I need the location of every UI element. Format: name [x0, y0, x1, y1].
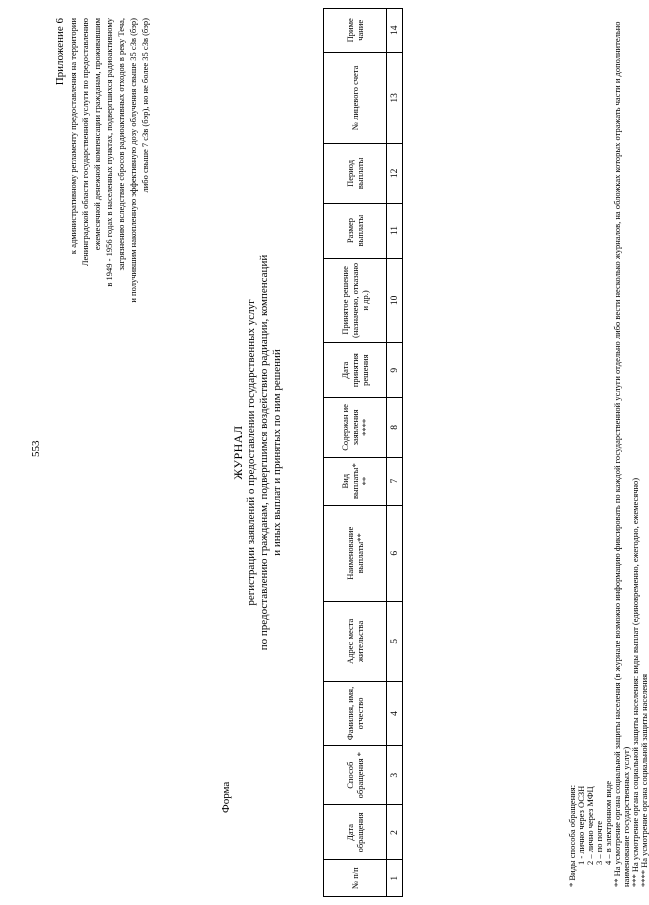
- appendix-line: к административному регламенту предоставления на территории: [68, 18, 78, 255]
- column-header: № лицевого счета: [324, 52, 387, 144]
- appendix-line: либо свыше 7 сЗв (бэр), но не более 35 сЗв (бэр): [140, 18, 150, 193]
- form-label: Форма: [220, 781, 232, 813]
- table-cell: 14: [387, 9, 403, 53]
- method-item: 3 – по почте: [594, 820, 604, 865]
- table-cell: 8: [387, 398, 403, 458]
- column-header: Дата обращения: [324, 805, 387, 860]
- journal-subtitle-line: и иных выплат и принятых по ним решений: [271, 349, 283, 556]
- appendix-line: и получившим накопленную эффективную дозу облучения свыше 35 сЗв (бэр): [128, 18, 138, 303]
- table-header-row: [324, 9, 387, 897]
- footnotes: [568, 17, 649, 887]
- column-header: Содержан ие заявления ****: [324, 398, 387, 458]
- methods-title: * Виды способа обращения:: [567, 784, 577, 887]
- column-header: № п/п: [324, 860, 387, 897]
- method-item: 4 – в электронном виде: [603, 780, 613, 865]
- appendix-title: Приложение 6: [54, 18, 66, 86]
- table-cell: 6: [387, 505, 403, 601]
- column-header: Способ обращения *: [324, 745, 387, 805]
- table-cell: 1: [387, 860, 403, 897]
- journal-heading: [232, 50, 284, 855]
- column-header: Вид выплаты* **: [324, 457, 387, 505]
- table-cell: 7: [387, 457, 403, 505]
- table-cell: 4: [387, 681, 403, 745]
- appendix-line: в 1949 - 1956 годах в населенных пунктах, подвергшихся радиоактивному: [104, 18, 114, 287]
- appendix-line: Ленинградской области государственной услуги по предоставлению: [80, 18, 90, 267]
- column-header: Дата принятия решения: [324, 343, 387, 398]
- footnote: **** На усмотрение органа социальной защиты населения: [639, 673, 649, 887]
- table-cell: 11: [387, 203, 403, 258]
- journal-title: ЖУРНАЛ: [231, 425, 245, 480]
- table-cell: 9: [387, 343, 403, 398]
- column-header: Размер выплаты: [324, 203, 387, 258]
- column-header: Период выплаты: [324, 144, 387, 204]
- table-cell: 5: [387, 601, 403, 681]
- registration-table: [323, 8, 403, 897]
- appendix-header: [54, 18, 151, 488]
- appendix-line: загрязнению вследствие сбросов радиоактивных отходов в реку Теча,: [116, 18, 126, 271]
- column-header: Приме чание: [324, 9, 387, 53]
- journal-subtitle-line: по предоставлению гражданам, подвергшимся воздействию радиации, компенсаций: [258, 254, 270, 651]
- table-cell: 10: [387, 258, 403, 343]
- table-row: [387, 9, 403, 897]
- table-cell: 2: [387, 805, 403, 860]
- footnote: ** На усмотрение органа социальной защиты населения (в журнале возможно информацию фиксировать по каждой государственной услуги отдельно либо вести несколько журналов, на обложках которых отражать части и дополнительно наименование государственных услуг): [612, 21, 631, 887]
- column-header: Наименование выплаты**: [324, 505, 387, 601]
- column-header: Адрес места жительства: [324, 601, 387, 681]
- method-item: 1 - лично через ОСЗН: [576, 785, 586, 865]
- table-cell: 12: [387, 144, 403, 204]
- journal-subtitle-line: регистрации заявлений о предоставлении государственных услуг: [245, 299, 257, 606]
- method-item: 2 – лично через МФЦ: [585, 786, 595, 865]
- table-cell: 3: [387, 745, 403, 805]
- column-header: Фамилия, имя, отчество: [324, 681, 387, 745]
- table-cell: 13: [387, 52, 403, 144]
- appendix-line: ежемесячной денежной компенсации гражданам, проживавшим: [92, 18, 102, 251]
- column-header: Принятое решение (назначено, отказано и др.): [324, 258, 387, 343]
- footnote: *** На усмотрение органа социальной защиты населения: виды выплат (единовременно, ежегодно, ежемесячно): [630, 477, 640, 887]
- page-number: 553: [30, 440, 42, 457]
